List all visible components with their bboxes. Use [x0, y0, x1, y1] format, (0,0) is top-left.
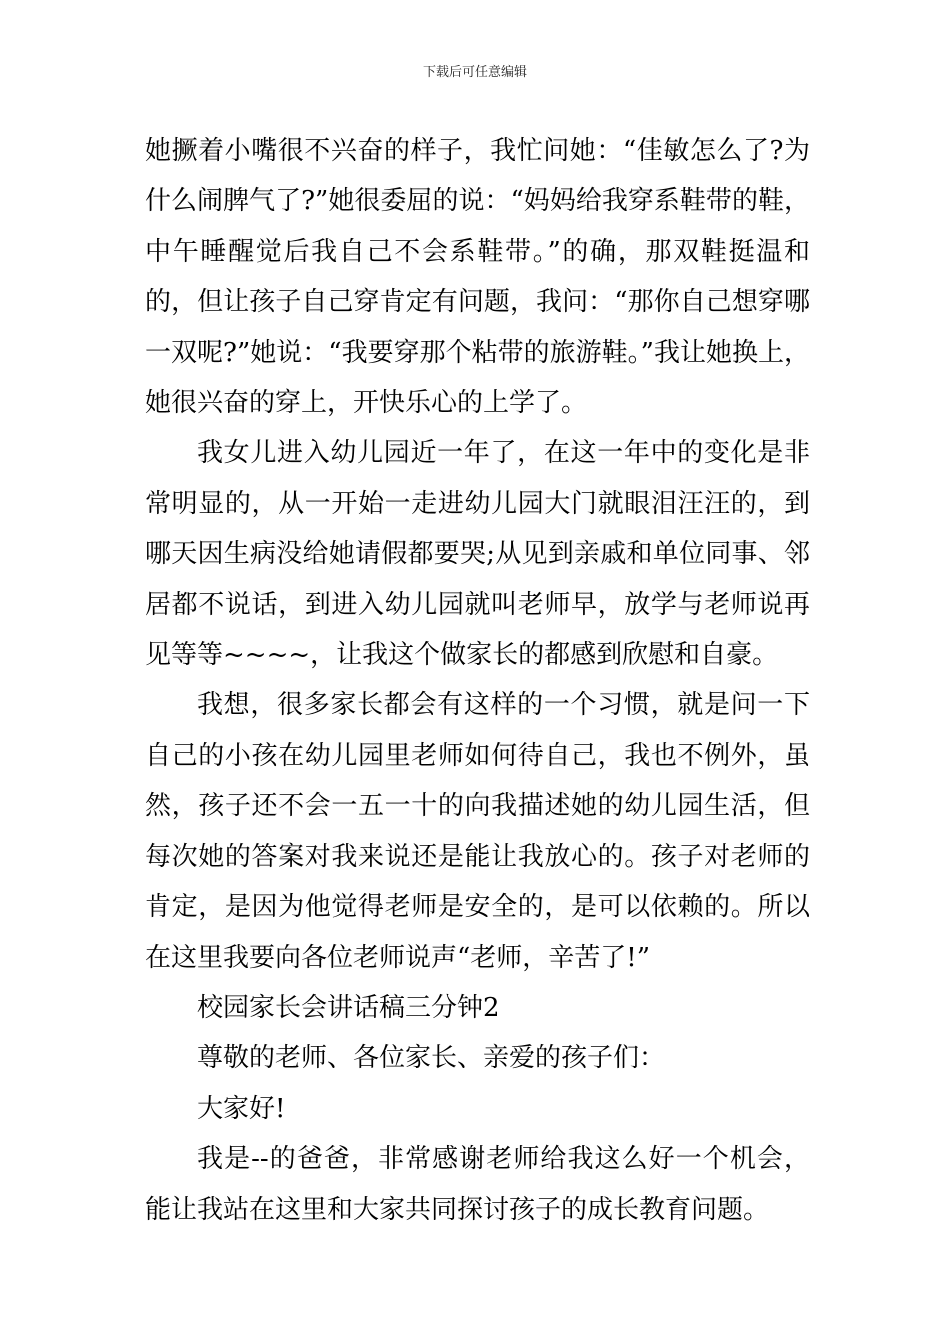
speech-salutation: 尊敬的老师、各位家长、亲爱的孩子们： [197, 1043, 666, 1074]
speech-title: 校园家长会讲话稿三分钟2 [197, 992, 500, 1023]
paragraph-shoelace-story: 她撅着小嘴很不兴奋的样子，我忙问她：“佳敏怎么了?为什么闹脾气了?”她很委屈的说：“妈妈给我穿系鞋带的鞋，中午睡醒觉后我自己不会系鞋带。”的确，那双鞋挺温和的，但让孩子自己穿肯定有问题，我问：“那你自己想穿哪一双呢?”她说：“我要穿那个粘带的旅游鞋。”我让她换上，她很兴奋的穿上，开快乐心的上学了。 [145, 136, 810, 419]
paragraph-daughter-progress: 我女儿进入幼儿园近一年了，在这一年中的变化是非常明显的，从一开始一走进幼儿园大门就眼泪汪汪的，到哪天因生病没给她请假都要哭;从见到亲戚和单位同事、邻居都不说话，到进入幼儿园就叫老师早，放学与老师说再见等等~~~~，让我这个做家长的都感到欣慰和自豪。 [145, 438, 810, 671]
document-body [145, 126, 810, 1235]
speech-greeting: 大家好! [197, 1093, 286, 1124]
page-header: 下载后可任意编辑 [422, 65, 527, 80]
paragraph-thanks-teachers: 我想，很多家长都会有这样的一个习惯，就是问一下自己的小孩在幼儿园里老师如何待自己，我也不例外，虽然，孩子还不会一五一十的向我描述她的幼儿园生活，但每次她的答案对我来说还是能让我放心的。孩子对老师的肯定，是因为他觉得老师是安全的，是可以依赖的。所以在这里我要向各位老师说声“老师，辛苦了!” [145, 690, 810, 973]
speech-introduction: 我是--的爸爸，非常感谢老师给我这么好一个机会，能让我站在这里和大家共同探讨孩子的成长教育问题。 [145, 1144, 810, 1225]
